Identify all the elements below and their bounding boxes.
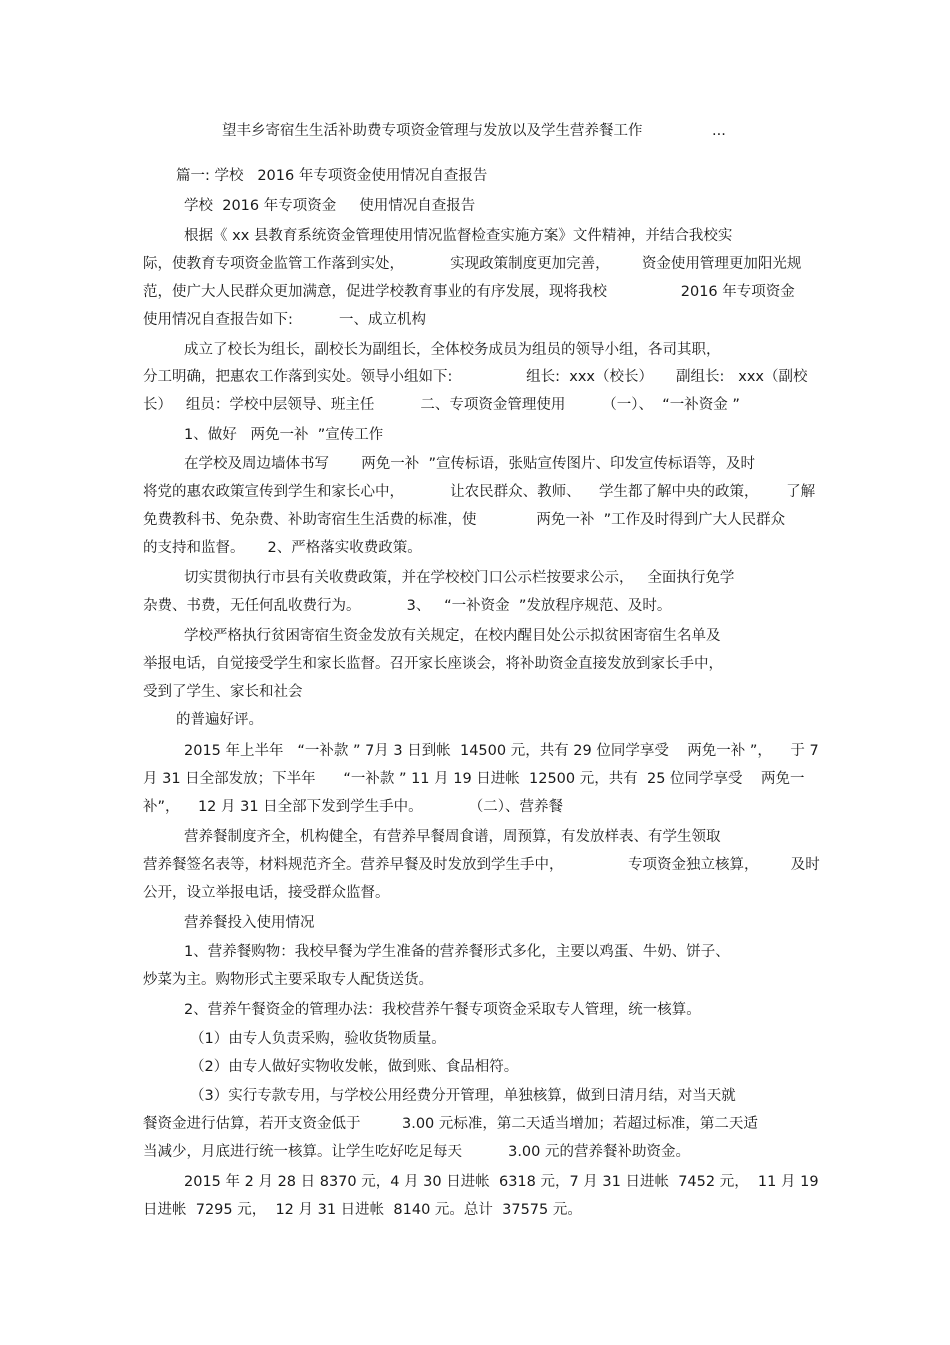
- text-line: 根据《 xx 县教育系统资金管理使用情况监督检查实施方案》文件精神，并结合我校实: [184, 228, 733, 244]
- text-line: 月 31 日全部发放；下半年 “一补款 ” 11 月 19 日进帐 12500 元，共有 25 位同学享受 两免一: [143, 771, 805, 787]
- text-line: 2015 年上半年 “一补款 ” 7月 3 日到帐 14500 元，共有 29 位同学享受 两免一补 ”， 于 7: [184, 743, 819, 759]
- title-ellipsis: ...: [712, 123, 726, 139]
- text-line: 范，使广大人民群众更加满意，促进学校教育事业的有序发展，现将我校 2016 年专项资金: [143, 284, 795, 300]
- section-heading: 篇一: 学校 2016 年专项资金使用情况自查报告: [176, 168, 488, 184]
- text-line: 杂费、书费，无任何乱收费行为。 3、 “一补资金 ”发放程序规范、及时。: [143, 598, 672, 614]
- text-line: 长） 组员：学校中层领导、班主任 二、专项资金管理使用 （一）、 “一补资金 ”: [143, 397, 740, 413]
- text-line: 的普遍好评。: [176, 712, 263, 728]
- text-line: 将党的惠农政策宣传到学生和家长心中， 让农民群众、教师、 学生都了解中央的政策， 了解: [143, 484, 816, 500]
- text-line: 日进帐 7295 元， 12 月 31 日进帐 8140 元。总计 37575 元。: [143, 1202, 582, 1218]
- text-line: 公开，设立举报电话，接受群众监督。: [143, 885, 390, 901]
- text-line: （3）实行专款专用，与学校公用经费分开管理，单独核算，做到日清月结，对当天就: [190, 1088, 736, 1104]
- text-line: 学校严格执行贫困寄宿生资金发放有关规定，在校内醒目处公示拟贫困寄宿生名单及: [184, 628, 721, 644]
- text-line: 举报电话，自觉接受学生和家长监督。召开家长座谈会，将补助资金直接发放到家长手中，: [143, 656, 723, 672]
- text-line: 2015 年 2 月 28 日 8370 元，4 月 30 日进帐 6318 元，7 月 31 日进帐 7452 元， 11 月 19: [184, 1174, 819, 1190]
- text-line: 营养餐制度齐全，机构健全，有营养早餐周食谱，周预算，有发放样表、有学生领取: [184, 829, 721, 845]
- text-line: （2）由专人做好实物收发帐，做到账、食品相符。: [190, 1059, 519, 1075]
- text-line: 炒菜为主。购物形式主要采取专人配货送货。: [143, 972, 433, 988]
- text-line: 营养餐签名表等，材料规范齐全。营养早餐及时发放到学生手中， 专项资金独立核算， 及时: [143, 857, 820, 873]
- text-line: 切实贯彻执行市县有关收费政策，并在学校校门口公示栏按要求公示， 全面执行免学: [184, 570, 735, 586]
- text-line: 免费教科书、免杂费、补助寄宿生生活费的标准，使 两免一补 ”工作及时得到广大人民群众: [143, 512, 786, 528]
- text-line: 餐资金进行估算，若开支资金低于 3.00 元标准，第二天适当增加；若超过标准，第二天适: [143, 1116, 758, 1132]
- text-line: 1、营养餐购物：我校早餐为学生准备的营养餐形式多化，主要以鸡蛋、牛奶、饼子、: [184, 944, 730, 960]
- text-line: 2、营养午餐资金的管理办法：我校营养午餐专项资金采取专人管理，统一核算。: [184, 1002, 701, 1018]
- text-line: 营养餐投入使用情况: [184, 915, 315, 931]
- text-line: 1、做好 两免一补 ”宣传工作: [184, 427, 384, 443]
- text-line: 成立了校长为组长，副校长为副组长，全体校务成员为组员的领导小组，各司其职，: [184, 342, 721, 358]
- text-line: 分工明确，把惠农工作落到实处。领导小组如下: 组长: xxx（校长） 副组长: xxx（副校: [143, 369, 808, 385]
- report-subtitle: 学校 2016 年专项资金 使用情况自查报告: [184, 198, 476, 214]
- text-line: （1）由专人负责采购，验收货物质量。: [190, 1031, 446, 1047]
- text-line: 在学校及周边墙体书写 两免一补 ”宣传标语，张贴宣传图片、印发宣传标语等，及时: [184, 456, 755, 472]
- text-line: 的支持和监督。 2、严格落实收费政策。: [143, 540, 422, 556]
- text-line: 补”， 12 月 31 日全部下发到学生手中。 （二）、营养餐: [143, 799, 564, 815]
- text-line: 受到了学生、家长和社会: [143, 684, 303, 700]
- document-title: 望丰乡寄宿生生活补助费专项资金管理与发放以及学生营养餐工作: [222, 123, 643, 139]
- text-line: 当减少，月底进行统一核算。让学生吃好吃足每天 3.00 元的营养餐补助资金。: [143, 1144, 690, 1160]
- text-line: 使用情况自查报告如下: 一、成立机构: [143, 312, 426, 328]
- text-line: 际，使教育专项资金监管工作落到实处， 实现政策制度更加完善， 资金使用管理更加阳光规: [143, 256, 802, 272]
